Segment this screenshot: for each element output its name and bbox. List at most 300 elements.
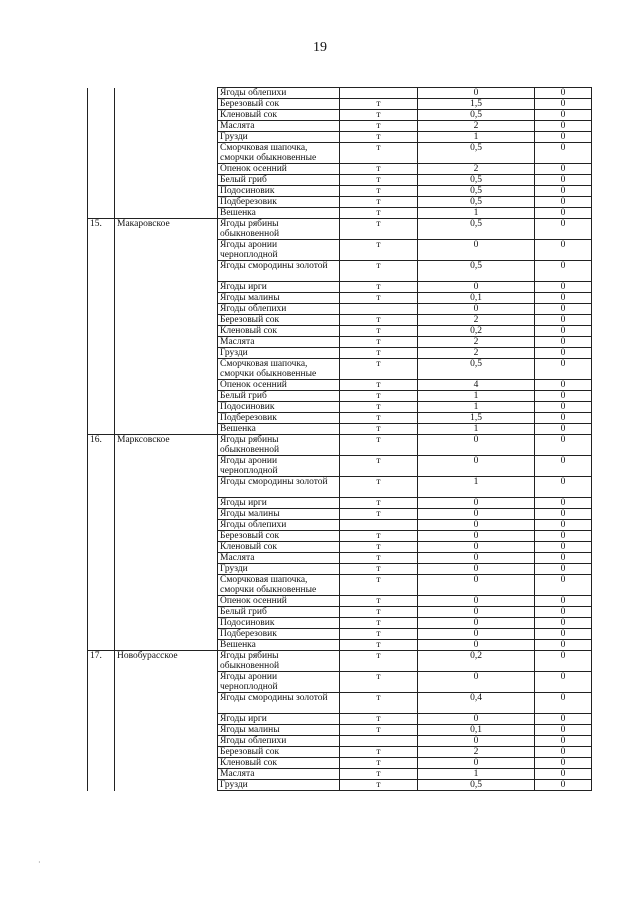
district-name bbox=[115, 413, 218, 424]
resource-name: Опенок осенний bbox=[218, 596, 340, 607]
table-row bbox=[88, 456, 592, 477]
unit-cell: т bbox=[340, 498, 418, 509]
unit-cell: т bbox=[340, 326, 418, 337]
limit-cell: 0 bbox=[535, 498, 592, 509]
district-name bbox=[115, 736, 218, 747]
district-number: 16. bbox=[88, 435, 115, 456]
table-row bbox=[88, 714, 592, 725]
limit-cell: 0 bbox=[535, 315, 592, 326]
resource-name: Ягоды малины bbox=[218, 509, 340, 520]
limit-cell: 0 bbox=[535, 520, 592, 531]
district-number bbox=[88, 402, 115, 413]
district-name bbox=[115, 359, 218, 380]
volume-cell: 0,5 bbox=[418, 143, 535, 164]
limit-cell: 0 bbox=[535, 435, 592, 456]
volume-cell: 0 bbox=[418, 564, 535, 575]
district-name bbox=[115, 293, 218, 304]
table-row bbox=[88, 326, 592, 337]
resource-name: Ягоды облепихи bbox=[218, 88, 340, 99]
volume-cell: 0 bbox=[418, 714, 535, 725]
resource-name: Подосиновик bbox=[218, 402, 340, 413]
district-name bbox=[115, 326, 218, 337]
resource-name: Ягоды облепихи bbox=[218, 520, 340, 531]
district-number bbox=[88, 714, 115, 725]
district-number bbox=[88, 197, 115, 208]
district-number bbox=[88, 564, 115, 575]
resource-name: Сморчковая шапочка, сморчки обыкновенные bbox=[218, 143, 340, 164]
unit-cell bbox=[340, 520, 418, 531]
unit-cell: т bbox=[340, 402, 418, 413]
resource-name: Ягоды смородины золотой bbox=[218, 477, 340, 498]
table-row bbox=[88, 498, 592, 509]
table-row bbox=[88, 337, 592, 348]
limit-cell: 0 bbox=[535, 693, 592, 714]
resource-name: Подберезовик bbox=[218, 197, 340, 208]
limit-cell: 0 bbox=[535, 575, 592, 596]
table-row bbox=[88, 186, 592, 197]
volume-cell: 1 bbox=[418, 477, 535, 498]
district-number bbox=[88, 477, 115, 498]
table-row bbox=[88, 640, 592, 651]
volume-cell: 0,2 bbox=[418, 326, 535, 337]
table-row bbox=[88, 477, 592, 498]
resource-name: Вешенка bbox=[218, 424, 340, 435]
resource-name: Белый гриб bbox=[218, 391, 340, 402]
district-number bbox=[88, 240, 115, 261]
resource-name: Грузди bbox=[218, 564, 340, 575]
district-number bbox=[88, 758, 115, 769]
unit-cell: т bbox=[340, 175, 418, 186]
volume-cell: 1,5 bbox=[418, 99, 535, 110]
table-row bbox=[88, 132, 592, 143]
unit-cell: т bbox=[340, 618, 418, 629]
resource-name: Кленовый сок bbox=[218, 326, 340, 337]
limit-cell: 0 bbox=[535, 402, 592, 413]
unit-cell: т bbox=[340, 143, 418, 164]
district-number bbox=[88, 509, 115, 520]
table-row bbox=[88, 261, 592, 282]
volume-cell: 1 bbox=[418, 132, 535, 143]
district-number bbox=[88, 693, 115, 714]
volume-cell: 0 bbox=[418, 575, 535, 596]
table-row bbox=[88, 197, 592, 208]
limit-cell: 0 bbox=[535, 413, 592, 424]
resource-name: Подберезовик bbox=[218, 629, 340, 640]
district-number bbox=[88, 293, 115, 304]
district-name bbox=[115, 175, 218, 186]
district-number bbox=[88, 315, 115, 326]
limit-cell: 0 bbox=[535, 261, 592, 282]
unit-cell: т bbox=[340, 380, 418, 391]
district-number bbox=[88, 780, 115, 791]
resource-name: Грузди bbox=[218, 780, 340, 791]
limit-cell: 0 bbox=[535, 477, 592, 498]
resource-name: Кленовый сок bbox=[218, 758, 340, 769]
limit-cell: 0 bbox=[535, 424, 592, 435]
volume-cell: 0 bbox=[418, 282, 535, 293]
resource-name: Подосиновик bbox=[218, 618, 340, 629]
unit-cell: т bbox=[340, 315, 418, 326]
resource-name: Опенок осенний bbox=[218, 380, 340, 391]
unit-cell: т bbox=[340, 456, 418, 477]
unit-cell: т bbox=[340, 197, 418, 208]
resource-name: Опенок осенний bbox=[218, 164, 340, 175]
district-number bbox=[88, 99, 115, 110]
district-number bbox=[88, 359, 115, 380]
resource-name: Маслята bbox=[218, 769, 340, 780]
district-number bbox=[88, 596, 115, 607]
district-number bbox=[88, 88, 115, 99]
district-number: 17. bbox=[88, 651, 115, 672]
volume-cell: 2 bbox=[418, 315, 535, 326]
unit-cell: т bbox=[340, 219, 418, 240]
resource-name: Ягоды ирги bbox=[218, 498, 340, 509]
table-row bbox=[88, 293, 592, 304]
district-number bbox=[88, 132, 115, 143]
volume-cell: 0,5 bbox=[418, 261, 535, 282]
table-body bbox=[88, 88, 592, 791]
limit-cell: 0 bbox=[535, 197, 592, 208]
district-name bbox=[115, 672, 218, 693]
district-name bbox=[115, 758, 218, 769]
table-row bbox=[88, 607, 592, 618]
district-name: Макаровское bbox=[115, 219, 218, 240]
volume-cell: 2 bbox=[418, 337, 535, 348]
unit-cell: т bbox=[340, 337, 418, 348]
table-row bbox=[88, 359, 592, 380]
district-number bbox=[88, 121, 115, 132]
unit-cell bbox=[340, 736, 418, 747]
volume-cell: 0,5 bbox=[418, 110, 535, 121]
resource-name: Грузди bbox=[218, 348, 340, 359]
district-name bbox=[115, 304, 218, 315]
district-name bbox=[115, 564, 218, 575]
resource-name: Ягоды смородины золотой bbox=[218, 261, 340, 282]
unit-cell: т bbox=[340, 531, 418, 542]
volume-cell: 0,5 bbox=[418, 186, 535, 197]
resource-name: Ягоды облепихи bbox=[218, 304, 340, 315]
limit-cell: 0 bbox=[535, 380, 592, 391]
volume-cell: 0 bbox=[418, 435, 535, 456]
resource-name: Ягоды аронии черноплодной bbox=[218, 240, 340, 261]
district-name bbox=[115, 132, 218, 143]
unit-cell: т bbox=[340, 607, 418, 618]
limit-cell: 0 bbox=[535, 164, 592, 175]
limit-cell: 0 bbox=[535, 348, 592, 359]
district-number bbox=[88, 553, 115, 564]
volume-cell: 0 bbox=[418, 304, 535, 315]
table-row bbox=[88, 391, 592, 402]
district-number bbox=[88, 672, 115, 693]
district-name bbox=[115, 110, 218, 121]
unit-cell: т bbox=[340, 121, 418, 132]
volume-cell: 0 bbox=[418, 640, 535, 651]
table-row bbox=[88, 736, 592, 747]
volume-cell: 0,1 bbox=[418, 293, 535, 304]
district-name bbox=[115, 121, 218, 132]
limit-cell: 0 bbox=[535, 359, 592, 380]
limit-cell: 0 bbox=[535, 553, 592, 564]
limit-cell: 0 bbox=[535, 629, 592, 640]
limit-cell: 0 bbox=[535, 780, 592, 791]
unit-cell: т bbox=[340, 725, 418, 736]
table-row bbox=[88, 413, 592, 424]
district-name bbox=[115, 391, 218, 402]
volume-cell: 0,5 bbox=[418, 359, 535, 380]
volume-cell: 0 bbox=[418, 629, 535, 640]
volume-cell: 2 bbox=[418, 747, 535, 758]
volume-cell: 2 bbox=[418, 121, 535, 132]
district-number bbox=[88, 110, 115, 121]
resource-name: Сморчковая шапочка, сморчки обыкновенные bbox=[218, 575, 340, 596]
resource-name: Маслята bbox=[218, 553, 340, 564]
unit-cell bbox=[340, 304, 418, 315]
unit-cell: т bbox=[340, 293, 418, 304]
table-row bbox=[88, 424, 592, 435]
unit-cell: т bbox=[340, 672, 418, 693]
district-number bbox=[88, 542, 115, 553]
district-name bbox=[115, 197, 218, 208]
district-name bbox=[115, 780, 218, 791]
district-name bbox=[115, 520, 218, 531]
table-row bbox=[88, 175, 592, 186]
table-row bbox=[88, 575, 592, 596]
resource-name: Ягоды смородины золотой bbox=[218, 693, 340, 714]
district-number bbox=[88, 640, 115, 651]
volume-cell: 0 bbox=[418, 509, 535, 520]
table-row bbox=[88, 531, 592, 542]
table-row bbox=[88, 240, 592, 261]
limit-cell: 0 bbox=[535, 132, 592, 143]
volume-cell: 0 bbox=[418, 596, 535, 607]
district-name bbox=[115, 477, 218, 498]
table-row bbox=[88, 219, 592, 240]
unit-cell: т bbox=[340, 747, 418, 758]
resource-name: Ягоды рябины обыкновенной bbox=[218, 219, 340, 240]
district-name bbox=[115, 337, 218, 348]
district-number bbox=[88, 736, 115, 747]
unit-cell: т bbox=[340, 758, 418, 769]
resource-name: Ягоды облепихи bbox=[218, 736, 340, 747]
table-row bbox=[88, 693, 592, 714]
table-row bbox=[88, 747, 592, 758]
unit-cell: т bbox=[340, 424, 418, 435]
district-number bbox=[88, 531, 115, 542]
resource-name: Вешенка bbox=[218, 640, 340, 651]
district-name bbox=[115, 208, 218, 219]
district-number bbox=[88, 456, 115, 477]
unit-cell: т bbox=[340, 629, 418, 640]
limit-cell: 0 bbox=[535, 618, 592, 629]
district-name bbox=[115, 640, 218, 651]
unit-cell: т bbox=[340, 596, 418, 607]
unit-cell: т bbox=[340, 348, 418, 359]
limit-cell: 0 bbox=[535, 564, 592, 575]
district-name bbox=[115, 380, 218, 391]
volume-cell: 0,5 bbox=[418, 219, 535, 240]
resource-name: Белый гриб bbox=[218, 607, 340, 618]
scan-artifact: · bbox=[38, 858, 41, 867]
limit-cell: 0 bbox=[535, 121, 592, 132]
volume-cell: 0 bbox=[418, 498, 535, 509]
limit-cell: 0 bbox=[535, 391, 592, 402]
district-name bbox=[115, 424, 218, 435]
resource-name: Ягоды аронии черноплодной bbox=[218, 456, 340, 477]
district-name: Марксовское bbox=[115, 435, 218, 456]
volume-cell: 0,2 bbox=[418, 651, 535, 672]
unit-cell: т bbox=[340, 651, 418, 672]
table-row bbox=[88, 304, 592, 315]
table-row bbox=[88, 121, 592, 132]
district-number bbox=[88, 208, 115, 219]
limit-cell: 0 bbox=[535, 240, 592, 261]
table-row bbox=[88, 435, 592, 456]
district-name bbox=[115, 143, 218, 164]
table-row bbox=[88, 164, 592, 175]
unit-cell: т bbox=[340, 110, 418, 121]
limit-cell: 0 bbox=[535, 542, 592, 553]
district-name bbox=[115, 542, 218, 553]
resource-name: Ягоды рябины обыкновенной bbox=[218, 435, 340, 456]
volume-cell: 0 bbox=[418, 758, 535, 769]
district-number bbox=[88, 337, 115, 348]
volume-cell: 0,1 bbox=[418, 725, 535, 736]
unit-cell: т bbox=[340, 359, 418, 380]
volume-cell: 0 bbox=[418, 88, 535, 99]
unit-cell: т bbox=[340, 240, 418, 261]
limit-cell: 0 bbox=[535, 725, 592, 736]
limit-cell: 0 bbox=[535, 219, 592, 240]
volume-cell: 0 bbox=[418, 240, 535, 261]
limit-cell: 0 bbox=[535, 509, 592, 520]
resource-table bbox=[87, 87, 592, 791]
volume-cell: 1 bbox=[418, 769, 535, 780]
table-row bbox=[88, 143, 592, 164]
volume-cell: 0,5 bbox=[418, 197, 535, 208]
district-name bbox=[115, 618, 218, 629]
volume-cell: 4 bbox=[418, 380, 535, 391]
limit-cell: 0 bbox=[535, 88, 592, 99]
resource-name: Кленовый сок bbox=[218, 110, 340, 121]
unit-cell: т bbox=[340, 509, 418, 520]
resource-name: Ягоды аронии черноплодной bbox=[218, 672, 340, 693]
table-row bbox=[88, 110, 592, 121]
district-name bbox=[115, 553, 218, 564]
volume-cell: 0 bbox=[418, 531, 535, 542]
district-number: 15. bbox=[88, 219, 115, 240]
limit-cell: 0 bbox=[535, 640, 592, 651]
unit-cell: т bbox=[340, 391, 418, 402]
district-number bbox=[88, 575, 115, 596]
district-number bbox=[88, 380, 115, 391]
limit-cell: 0 bbox=[535, 110, 592, 121]
limit-cell: 0 bbox=[535, 282, 592, 293]
table-row bbox=[88, 780, 592, 791]
district-name bbox=[115, 99, 218, 110]
district-name bbox=[115, 747, 218, 758]
unit-cell: т bbox=[340, 564, 418, 575]
resource-name: Ягоды малины bbox=[218, 293, 340, 304]
limit-cell: 0 bbox=[535, 651, 592, 672]
district-number bbox=[88, 186, 115, 197]
volume-cell: 1 bbox=[418, 208, 535, 219]
page-number: 19 bbox=[313, 40, 327, 55]
table-row bbox=[88, 208, 592, 219]
unit-cell: т bbox=[340, 693, 418, 714]
district-name bbox=[115, 714, 218, 725]
district-name bbox=[115, 348, 218, 359]
limit-cell: 0 bbox=[535, 531, 592, 542]
unit-cell: т bbox=[340, 640, 418, 651]
table-row bbox=[88, 769, 592, 780]
district-name bbox=[115, 240, 218, 261]
limit-cell: 0 bbox=[535, 736, 592, 747]
volume-cell: 0,5 bbox=[418, 175, 535, 186]
limit-cell: 0 bbox=[535, 143, 592, 164]
district-name bbox=[115, 596, 218, 607]
table-row bbox=[88, 380, 592, 391]
district-number bbox=[88, 391, 115, 402]
resource-name: Маслята bbox=[218, 337, 340, 348]
district-number bbox=[88, 348, 115, 359]
district-number bbox=[88, 725, 115, 736]
district-number bbox=[88, 304, 115, 315]
resource-name: Березовый сок bbox=[218, 531, 340, 542]
unit-cell: т bbox=[340, 542, 418, 553]
table-row bbox=[88, 542, 592, 553]
table-row bbox=[88, 758, 592, 769]
district-number bbox=[88, 326, 115, 337]
district-name bbox=[115, 88, 218, 99]
table-row bbox=[88, 596, 592, 607]
district-number bbox=[88, 261, 115, 282]
district-name bbox=[115, 575, 218, 596]
district-number bbox=[88, 747, 115, 758]
unit-cell: т bbox=[340, 208, 418, 219]
table-row bbox=[88, 509, 592, 520]
table-row bbox=[88, 553, 592, 564]
district-name bbox=[115, 498, 218, 509]
resource-name: Белый гриб bbox=[218, 175, 340, 186]
unit-cell: т bbox=[340, 769, 418, 780]
limit-cell: 0 bbox=[535, 769, 592, 780]
volume-cell: 0,5 bbox=[418, 780, 535, 791]
unit-cell: т bbox=[340, 282, 418, 293]
district-name bbox=[115, 282, 218, 293]
volume-cell: 2 bbox=[418, 164, 535, 175]
district-number bbox=[88, 607, 115, 618]
district-name bbox=[115, 693, 218, 714]
district-name bbox=[115, 607, 218, 618]
district-number bbox=[88, 520, 115, 531]
volume-cell: 0 bbox=[418, 736, 535, 747]
volume-cell: 0 bbox=[418, 672, 535, 693]
district-number bbox=[88, 769, 115, 780]
district-number bbox=[88, 282, 115, 293]
resource-name: Ягоды рябины обыкновенной bbox=[218, 651, 340, 672]
limit-cell: 0 bbox=[535, 304, 592, 315]
limit-cell: 0 bbox=[535, 714, 592, 725]
unit-cell: т bbox=[340, 164, 418, 175]
resource-name: Березовый сок bbox=[218, 99, 340, 110]
limit-cell: 0 bbox=[535, 99, 592, 110]
unit-cell: т bbox=[340, 780, 418, 791]
limit-cell: 0 bbox=[535, 607, 592, 618]
district-number bbox=[88, 629, 115, 640]
volume-cell: 1 bbox=[418, 424, 535, 435]
unit-cell: т bbox=[340, 261, 418, 282]
table-row bbox=[88, 520, 592, 531]
